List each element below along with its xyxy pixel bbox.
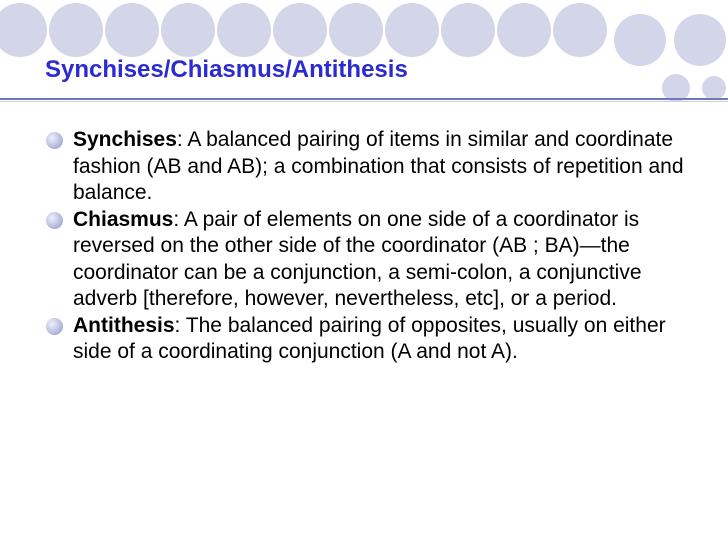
bullet-term: Antithesis <box>73 313 175 337</box>
bullet-term: Chiasmus <box>73 207 174 231</box>
bullet-circle-icon <box>46 212 63 229</box>
bullet-text: : A balanced pairing of items in similar and coordinate fashion (AB and AB); a combination that consists of repetition and balance. <box>73 128 684 204</box>
bullet-list <box>46 127 686 366</box>
slide-title: Synchises/Chiasmus/Antithesis <box>45 56 408 83</box>
bullet-item-antithesis <box>46 313 686 366</box>
bullet-circle-icon <box>46 318 63 335</box>
bullet-text: : The balanced pairing of opposites, usually on either side of a coordinating conjunction (A and not A). <box>73 313 666 363</box>
bullet-text: : A pair of elements on one side of a coordinator is reversed on the other side of the coordinator (AB ; BA)—the coordinator can be a conjunction, a semi-colon, a conjunctive adverb [therefore, however, nevertheless, etc], or a period. <box>73 207 642 310</box>
title-divider <box>0 98 728 100</box>
bullet-circle-icon <box>46 132 63 149</box>
bullet-term: Synchises <box>73 128 177 151</box>
bullet-item-chiasmus <box>46 207 686 313</box>
decorative-circles-banner <box>0 0 728 110</box>
title-divider-shadow <box>0 101 728 102</box>
bullet-item-synchises <box>46 127 686 207</box>
